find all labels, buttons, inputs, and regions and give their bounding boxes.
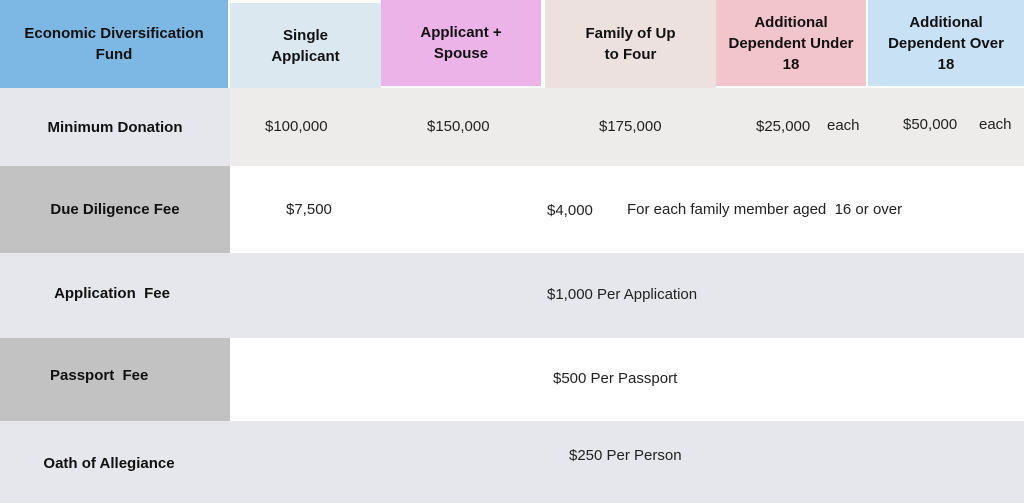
oath-label: Oath of Allegiance bbox=[43, 454, 175, 472]
row-label-passport bbox=[0, 338, 230, 421]
due-diligence-note: For each family member aged 16 or over bbox=[627, 201, 903, 218]
minimum-donation-label: Minimum Donation bbox=[47, 118, 183, 136]
donation-family: $175,000 bbox=[599, 118, 662, 135]
donation-dependent-under-note: each bbox=[827, 117, 860, 134]
header-dependent-over-18-label: Additional Dependent Over 18 bbox=[888, 13, 1004, 73]
row-label-minimum-donation bbox=[0, 88, 230, 166]
due-diligence-single: $7,500 bbox=[286, 201, 332, 218]
due-diligence-other: $4,000 bbox=[547, 202, 593, 219]
oath-value: $250 Per Person bbox=[569, 447, 682, 464]
donation-dependent-under: $25,000 bbox=[756, 118, 811, 135]
header-fund-label: Economic Diversification Fund bbox=[24, 25, 204, 63]
row-label-oath bbox=[0, 421, 218, 503]
due-diligence-label: Due Diligence Fee bbox=[50, 201, 180, 218]
donation-dependent-over: $50,000 bbox=[903, 116, 958, 133]
donation-dependent-over-note: each bbox=[979, 116, 1012, 133]
header-single-applicant-label: Single Applicant bbox=[271, 26, 340, 65]
header-single-applicant bbox=[230, 3, 381, 88]
header-applicant-spouse-label: Applicant + Spouse bbox=[420, 24, 502, 62]
header-family-four-label: Family of Up to Four bbox=[585, 25, 676, 63]
passport-value: $500 Per Passport bbox=[553, 370, 678, 387]
header-fund bbox=[0, 0, 228, 88]
row-label-application bbox=[0, 253, 224, 333]
application-value: $1,000 Per Application bbox=[547, 286, 698, 303]
donation-spouse: $150,000 bbox=[427, 118, 490, 135]
header-dependent-over-18 bbox=[868, 0, 1024, 86]
passport-label: Passport Fee bbox=[50, 367, 149, 384]
header-dependent-under-18 bbox=[716, 0, 866, 86]
row-label-due-diligence bbox=[0, 166, 230, 253]
application-label: Application Fee bbox=[54, 284, 170, 302]
header-family-four bbox=[545, 0, 716, 88]
donation-single: $100,000 bbox=[265, 118, 328, 135]
header-dependent-under-18-label: Additional Dependent Under 18 bbox=[728, 13, 854, 73]
header-applicant-spouse bbox=[381, 0, 541, 86]
